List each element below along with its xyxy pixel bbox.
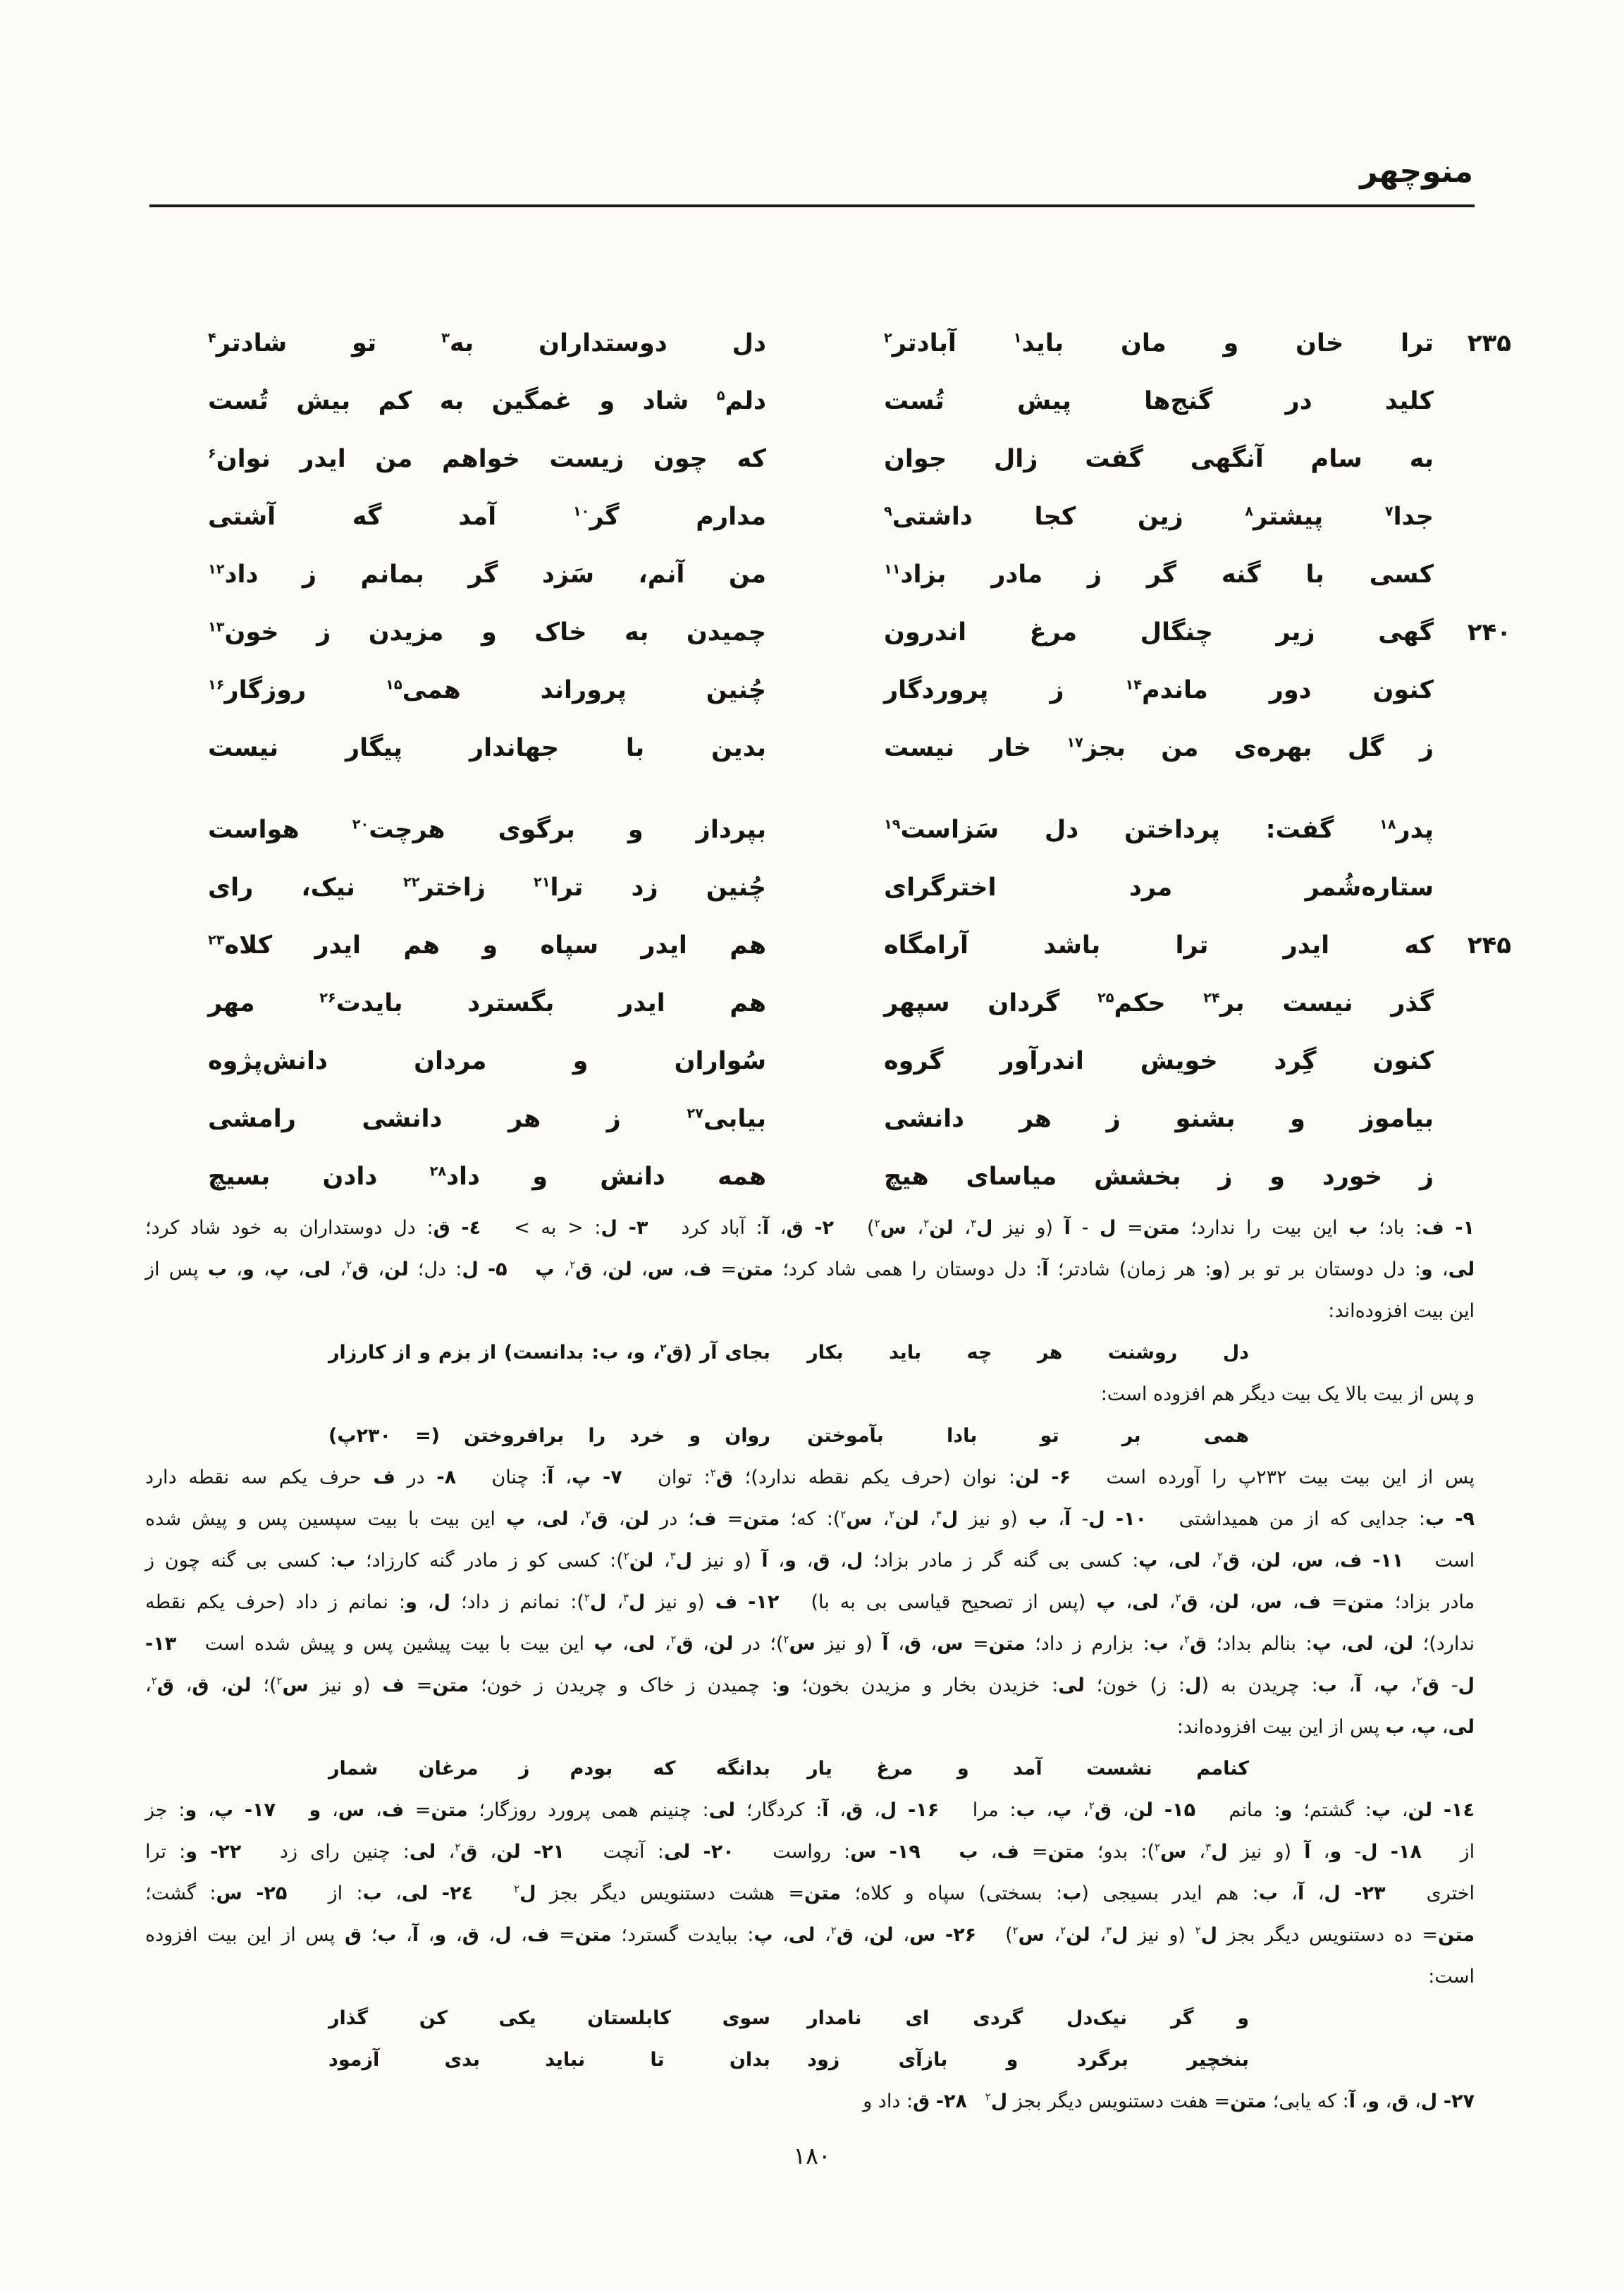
- couplet-row: [208, 859, 1511, 917]
- couplet-row: [208, 719, 1511, 777]
- hemistich-left: سوی کابلستان یکی کن گذار: [328, 2007, 770, 2029]
- couplet-row: [208, 1148, 1511, 1206]
- verse-section: [208, 314, 1511, 1206]
- footnote-line: ۲۷- ل، ق، و، آ: که یابی؛ متن= هفت دستنویس دیگر بجز ل$^۲$ ۲۸- ق: داد و: [863, 2090, 1475, 2112]
- hemistich-left: بدان تا نباید بدی آزمود: [328, 2049, 770, 2071]
- hemistich-right: کنامم نشست آمد و مرغ یار: [807, 1758, 1249, 1780]
- hemistich-right: کنون دور ماندم$^{۱۴}$ ز پروردگار: [884, 676, 1434, 704]
- hemistich-right: بیاموز و بشنو ز هر دانشی: [884, 1105, 1434, 1133]
- hemistich-left: بدین با جهاندار پیگار نیست: [208, 734, 766, 762]
- couplet-row: [208, 546, 1511, 604]
- couplet-row: [208, 314, 1511, 372]
- footnote-line: مادر بزاد؛ متن= ف، س، لن، ق$^۲$، لی، پ (پس از تصحیح قیاسی بی به با) ۱۲- ف (و نیز ل$^۳$، ل$^۲$): نمانم ز داد؛ ل، و: نمانم ز داد (حرف یکم نقطه: [145, 1591, 1475, 1613]
- footnote-line: است:: [1428, 1966, 1475, 1988]
- footnote-line: لی، و: دل دوستان بر تو بر (و: هر زمان) شادتر؛ آ: دل دوستان را همی شاد کرد؛ متن= ف، س، لن، ق$^۲$، پ ۵- ل: دل؛ لن، ق$^۲$، لی، پ، و، ب پس از: [145, 1259, 1475, 1280]
- footnote-line: از ۱۸- ل- و، آ (و نیز ل$^۳$، س$^۲$): بدو؛ متن= ف، ب ۱۹- س: رواست ۲۰- لی: آنچت ۲۱- لن، ق$^۲$، لی: چنین رای زد ۲۲- و: ترا: [145, 1841, 1475, 1863]
- hemistich-right: کسی با گنه گر ز مادر بزاد$^{۱۱}$: [884, 561, 1434, 589]
- page-number: ۱۸۰: [793, 2142, 831, 2169]
- verse-number: ۲۴۰: [1467, 618, 1511, 647]
- hemistich-right: گذر نیست بر$^{۲۴}$ حکم$^{۲۵}$ گردان سپهر: [884, 989, 1434, 1017]
- hemistich-left: بجای آر (ق$^۲$، و، ب: بدانست) از بزم و از کارزار: [328, 1342, 770, 1364]
- hemistich-left: چُنین پروراند همی$^{۱۵}$ روزگار$^{۱۶}$: [208, 676, 766, 704]
- couplet-row: [208, 604, 1511, 661]
- hemistich-right: به سام آنگهی گفت زال جوان: [884, 445, 1434, 473]
- footnote-added-verse: [328, 2039, 1249, 2081]
- hemistich-right: همی بر تو بادا بآموختن: [807, 1425, 1249, 1447]
- hemistich-right: ز خورد و ز بخشش میاسای هیچ: [884, 1163, 1434, 1191]
- footnote-line: است ۱۱- ف، س، لن، ق$^۲$، لی، پ: کسی بی گنه گر ز مادر بزاد؛ ل، ق، و، آ (و نیز ل$^۳$، لن$^۲$): کسی کو ز مادر گنه کارزاد؛ ب: کسی بی گنه چون ز: [145, 1550, 1475, 1572]
- hemistich-right: کلید در گنج‌ها پیش تُست: [884, 387, 1434, 415]
- footnote-line: اختری ۲۳- ل، آ، ب: هم ایدر بسیجی (ب: بسختی) سپاه و کلاه؛ متن= هشت دستنویس دیگر بجز ل$^۲$ ۲٤- لی، ب: از ۲۵- س: گشت؛: [145, 1882, 1475, 1904]
- running-head: منوچهر: [1360, 154, 1473, 190]
- footnote-line: متن= ده دستنویس دیگر بجز ل$^۲$ (و نیز ل$^۳$، لن$^۲$، س$^۲$) ۲۶- س، لن، ق$^۲$، لی، پ: ببایدت گسترد؛ متن= ف، ل، ق، و، آ، ب؛ ق پس از این بیت افزوده: [145, 1924, 1475, 1946]
- hemistich-left: سُواران و مردان دانش‌پژوه: [208, 1047, 766, 1075]
- footnote-added-verse: [328, 1332, 1249, 1373]
- hemistich-left: بپرداز و برگوی هرچت$^{۲۰}$ هواست: [208, 816, 766, 844]
- hemistich-left: بدانگه که بودم ز مرغان شمار: [328, 1758, 770, 1780]
- hemistich-left: همه دانش و داد$^{۲۸}$ دادن بسیچ: [208, 1163, 767, 1191]
- couplet-row: [208, 661, 1511, 719]
- hemistich-right: گهی زیر چنگال مرغ اندرون: [884, 618, 1434, 647]
- hemistich-left: چمیدن به خاک و مزیدن ز خون$^{۱۳}$: [208, 618, 766, 647]
- hemistich-left: بیابی$^{۲۷}$ ز هر دانشی رامشی: [208, 1105, 766, 1133]
- footnote-line: ل- ق$^۲$، پ، آ، ب: چریدن به (ل: ز) خون؛ لی: خزیدن بخار و مزیدن بخون؛ و: چمیدن ز خاک و چریدن ز خون؛ متن= ف (و نیز س$^۲$)؛ لن، ق، ق$^۲$،: [145, 1674, 1475, 1696]
- hemistich-right: پدر$^{۱۸}$ گفت: پرداختن دل سَزاست$^{۱۹}$: [884, 816, 1434, 844]
- footnote-added-verse: [328, 1997, 1249, 2039]
- couplet-row: [208, 430, 1511, 488]
- footnote-line: این بیت افزوده‌اند:: [1328, 1300, 1475, 1322]
- verse-number: ۲۴۵: [1467, 931, 1511, 960]
- hemistich-right: ترا خان و مان باید$^۱$ آبادتر$^۲$: [884, 329, 1434, 357]
- hemistich-left: هم ایدر بگسترد بایدت$^{۲۶}$ مهر: [208, 989, 766, 1017]
- apparatus-footnotes: [145, 1207, 1475, 2122]
- footnote-added-verse: [328, 1415, 1249, 1457]
- footnote-added-verse: [328, 1748, 1249, 1789]
- footnote-line: لی، پ، ب پس از این بیت افزوده‌اند:: [1176, 1716, 1475, 1738]
- hemistich-left: دلم$^۵$ شاد و غمگین به کم بیش تُست: [208, 387, 766, 415]
- hemistich-left: دل دوستداران به$^۳$ تو شادتر$^۴$: [208, 329, 766, 357]
- hemistich-right: ستاره‌شُمر مرد اخترگرای: [884, 874, 1434, 902]
- couplet-row: [208, 1090, 1511, 1148]
- header-rule: [149, 204, 1475, 207]
- footnote-line: ندارد)؛ لن، لی، پ: بنالم بداد؛ ق$^۲$، ب: بزارم ز داد؛ متن= س، ق، آ (و نیز س$^۲$)؛ در لن، ق$^۲$، لی، پ این بیت با بیت پیشین پس و پیش شده است ۱۳-: [145, 1633, 1475, 1655]
- hemistich-right: ز گل بهره‌ی من بجز$^{۱۷}$ خار نیست: [884, 734, 1434, 762]
- hemistich-right: دل روشنت هر چه باید بکار: [807, 1342, 1249, 1364]
- couplet-row: [208, 488, 1511, 546]
- hemistich-left: روان و خرد را برافروختن (= ۲۳۰پ): [328, 1425, 770, 1447]
- hemistich-right: که ایدر ترا باشد آرامگاه: [884, 931, 1434, 960]
- footnote-line: پس از این بیت بیت ۲۳۲پ را آورده است ۶- لن: نوان (حرف یکم نقطه ندارد)؛ ق$^۲$: توان ۷- پ، آ: چنان ۸- در ف حرف یکم سه نقطه دارد: [145, 1467, 1475, 1488]
- couplet-row: [208, 372, 1511, 430]
- hemistich-right: کنون گِرد خویش اندرآور گروه: [884, 1047, 1434, 1075]
- hemistich-right: و گر نیک‌دل گردی ای نامدار: [807, 2007, 1249, 2029]
- hemistich-right: جدا$^۷$ پیشتر$^۸$ زین کجا داشتی$^۹$: [884, 503, 1434, 531]
- footnote-line: ۱- ف: باد؛ ب این بیت را ندارد؛ متن= ل - آ (و نیز ل$^۳$، لن$^۲$، س$^۲$) ۲- ق، آ: آباد کرد ۳- ل: < به > ٤- ق: دل دوستداران به خود شاد کرد؛: [145, 1217, 1475, 1239]
- hemistich-right: بنخچیر برگرد و بازآی زود: [807, 2049, 1249, 2071]
- footnote-line: ۱٤- لن، پ: گشتم؛ و: مانم ۱۵- لن، ق$^۲$، پ، ب: مرا ۱۶- ل، ق، آ: کردگار؛ لی: چنینم همی پرورد روزگار؛ متن= ف، س، و ۱۷- پ، و: جز: [145, 1799, 1475, 1821]
- hemistich-left: من آنم، سَزد گر بمانم ز داد$^{۱۲}$: [208, 561, 766, 589]
- hemistich-left: مدارم گر$^{۱۰}$ آمد گه آشتی: [208, 503, 766, 531]
- couplet-row: [208, 917, 1511, 974]
- footnote-line: ۹- ب: جدایی که از من همیداشتی ۱۰- ل- آ، ب (و نیز ل$^۳$، لن$^۲$، س$^۲$): که؛ متن= ف؛ در لن، ق$^۲$، لی، پ این بیت با بیت سپسین پس و پیش شده: [145, 1508, 1475, 1530]
- couplet-row: [208, 1032, 1511, 1090]
- verse-number: ۲۳۵: [1467, 329, 1511, 357]
- hemistich-left: هم ایدر سپاه و هم ایدر کلاه$^{۲۳}$: [208, 931, 766, 960]
- couplet-row: [208, 974, 1511, 1032]
- hemistich-left: که چون زیست خواهم من ایدر نوان$^۶$: [208, 445, 766, 473]
- footnote-line: و پس از بیت بالا یک بیت دیگر هم افزوده است:: [1100, 1383, 1475, 1405]
- hemistich-left: چُنین زد ترا$^{۲۱}$ زاختر$^{۲۲}$ نیک، رای: [208, 874, 766, 902]
- couplet-row: [208, 801, 1511, 859]
